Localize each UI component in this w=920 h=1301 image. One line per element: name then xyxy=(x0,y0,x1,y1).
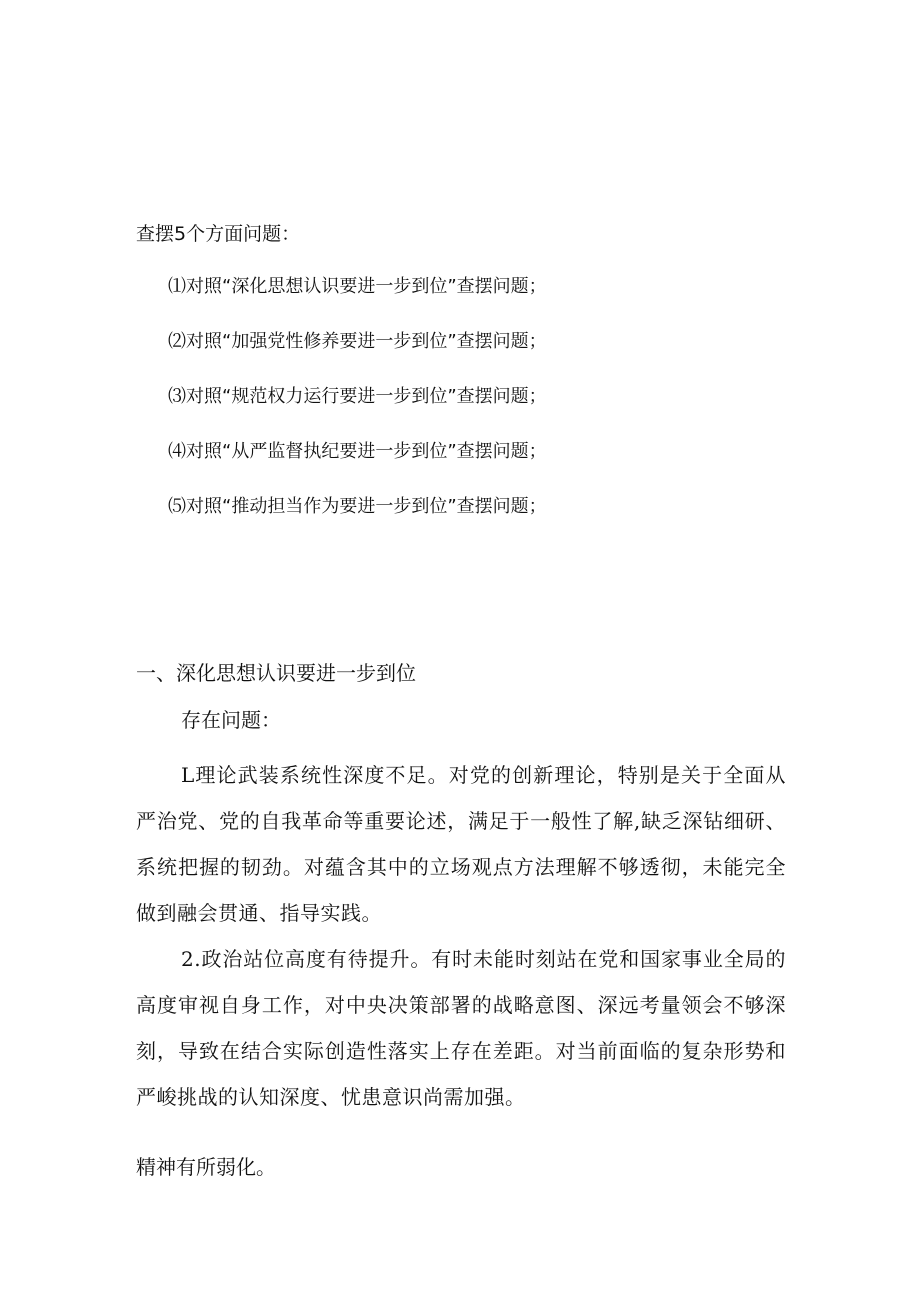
tail-text: 精神有所弱化。 xyxy=(136,1155,276,1179)
list-item: ⑷对照“从严监督执纪要进一步到位”查摆问题； xyxy=(168,441,547,462)
problems-label: 存在问题： xyxy=(181,708,281,732)
section-heading: 一、深化思想认识要进一步到位 xyxy=(136,661,416,685)
list-item: ⑵对照“加强党性修养要进一步到位”查摆问题； xyxy=(168,331,547,352)
paragraph-2: 2.政治站位高度有待提升。有时未能时刻站在党和国家事业全局的高度审视自身工作，对中央决策部署的战略意图、深远考量领会不够深刻，导致在结合实际创造性落实上存在差距。对当前面临的复杂形势和严峻挑战的认知深度、忧患意识尚需加强。 xyxy=(136,947,786,1109)
list-item: ⑶对照“规范权力运行要进一步到位”查摆问题； xyxy=(168,386,547,407)
check-items-list xyxy=(168,273,547,548)
intro-text: 查摆5个方面问题： xyxy=(136,223,301,245)
list-item: ⑴对照“深化思想认识要进一步到位”查摆问题； xyxy=(168,276,547,297)
paragraph-1: L理论武装系统性深度不足。对党的创新理论，特别是关于全面从严治党、党的自我革命等重要论述，满足于一般性了解,缺乏深钻细研、系统把握的韧劲。对蕴含其中的立场观点方法理解不够透彻，未能完全做到融会贯通、指导实践。 xyxy=(136,763,786,925)
list-item: ⑸对照“推动担当作为要进一步到位”查摆问题； xyxy=(168,496,547,517)
